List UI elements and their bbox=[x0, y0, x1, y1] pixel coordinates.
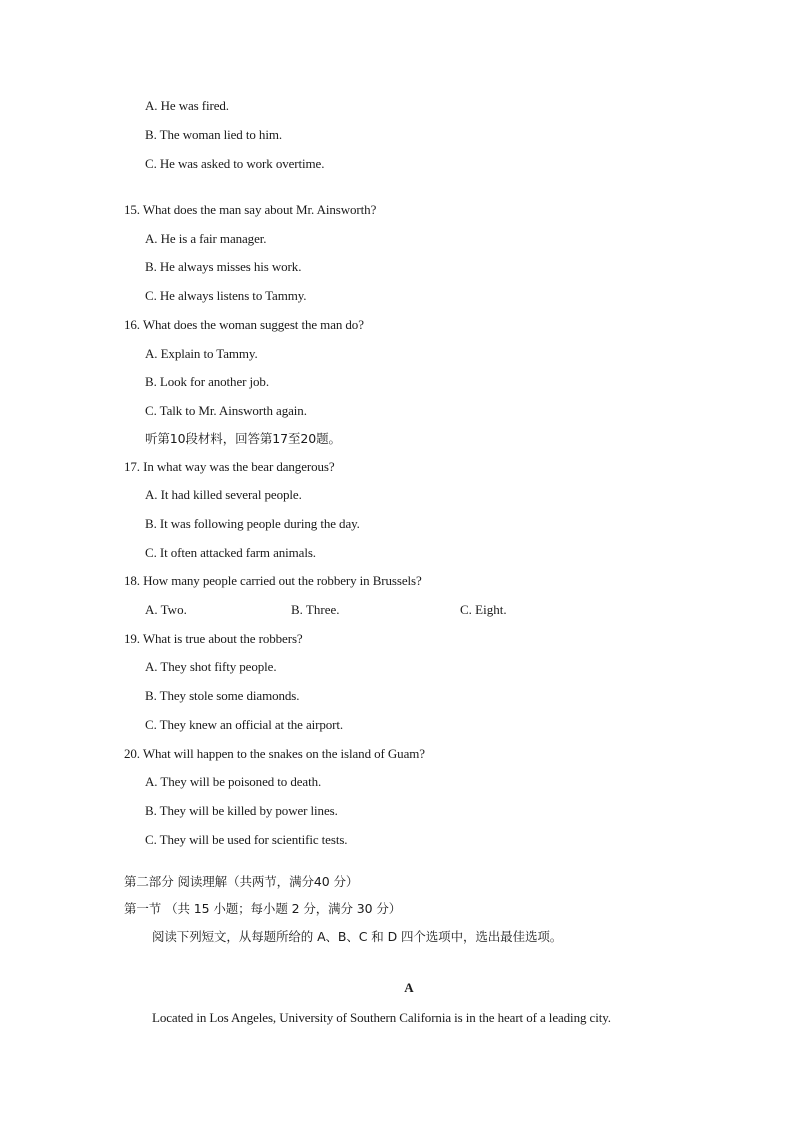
q14-option-b: B. The woman lied to him. bbox=[145, 127, 282, 142]
q16-option-a: A. Explain to Tammy. bbox=[145, 346, 258, 361]
passage-a-title: A bbox=[404, 980, 414, 995]
q17-option-c: C. It often attacked farm animals. bbox=[145, 545, 316, 560]
section1-title: 第一节 （共 15 小题；每小题 2 分，满分 30 分） bbox=[124, 901, 402, 916]
q14-option-c: C. He was asked to work overtime. bbox=[145, 156, 325, 171]
section10-instruction: 听第10段材料，回答第17至20题。 bbox=[145, 431, 341, 446]
q17-option-a: A. It had killed several people. bbox=[145, 487, 302, 502]
q19-option-b: B. They stole some diamonds. bbox=[145, 688, 300, 703]
q20-option-c: C. They will be used for scientific tests. bbox=[145, 832, 348, 847]
q17-question: 17. In what way was the bear dangerous? bbox=[124, 459, 335, 474]
q15-question: 15. What does the man say about Mr. Ainsworth? bbox=[124, 202, 377, 217]
q18-option-a: A. Two. bbox=[145, 602, 187, 617]
q19-question: 19. What is true about the robbers? bbox=[124, 631, 303, 646]
q18-question: 18. How many people carried out the robbery in Brussels? bbox=[124, 573, 422, 588]
q18-option-b: B. Three. bbox=[291, 602, 340, 617]
q20-option-a: A. They will be poisoned to death. bbox=[145, 774, 322, 789]
q15-option-b: B. He always misses his work. bbox=[145, 259, 302, 274]
q19-option-a: A. They shot fifty people. bbox=[145, 659, 277, 674]
passage-a-first-line: Located in Los Angeles, University of Southern California is in the heart of a leading city. bbox=[152, 1010, 611, 1025]
q16-option-c: C. Talk to Mr. Ainsworth again. bbox=[145, 403, 307, 418]
q15-option-a: A. He is a fair manager. bbox=[145, 231, 267, 246]
q19-option-c: C. They knew an official at the airport. bbox=[145, 717, 344, 732]
section1-instruction: 阅读下列短文，从每题所给的 A、B、C 和 D 四个选项中，选出最佳选项。 bbox=[152, 929, 563, 944]
q20-option-b: B. They will be killed by power lines. bbox=[145, 803, 338, 818]
part2-title: 第二部分 阅读理解（共两节，满分40 分） bbox=[124, 874, 359, 889]
q17-option-b: B. It was following people during the day. bbox=[145, 516, 360, 531]
q15-option-c: C. He always listens to Tammy. bbox=[145, 288, 307, 303]
q14-option-a: A. He was fired. bbox=[145, 98, 229, 113]
q16-option-b: B. Look for another job. bbox=[145, 374, 269, 389]
q18-option-c: C. Eight. bbox=[460, 602, 507, 617]
q20-question: 20. What will happen to the snakes on the island of Guam? bbox=[124, 746, 425, 761]
q16-question: 16. What does the woman suggest the man do? bbox=[124, 317, 364, 332]
